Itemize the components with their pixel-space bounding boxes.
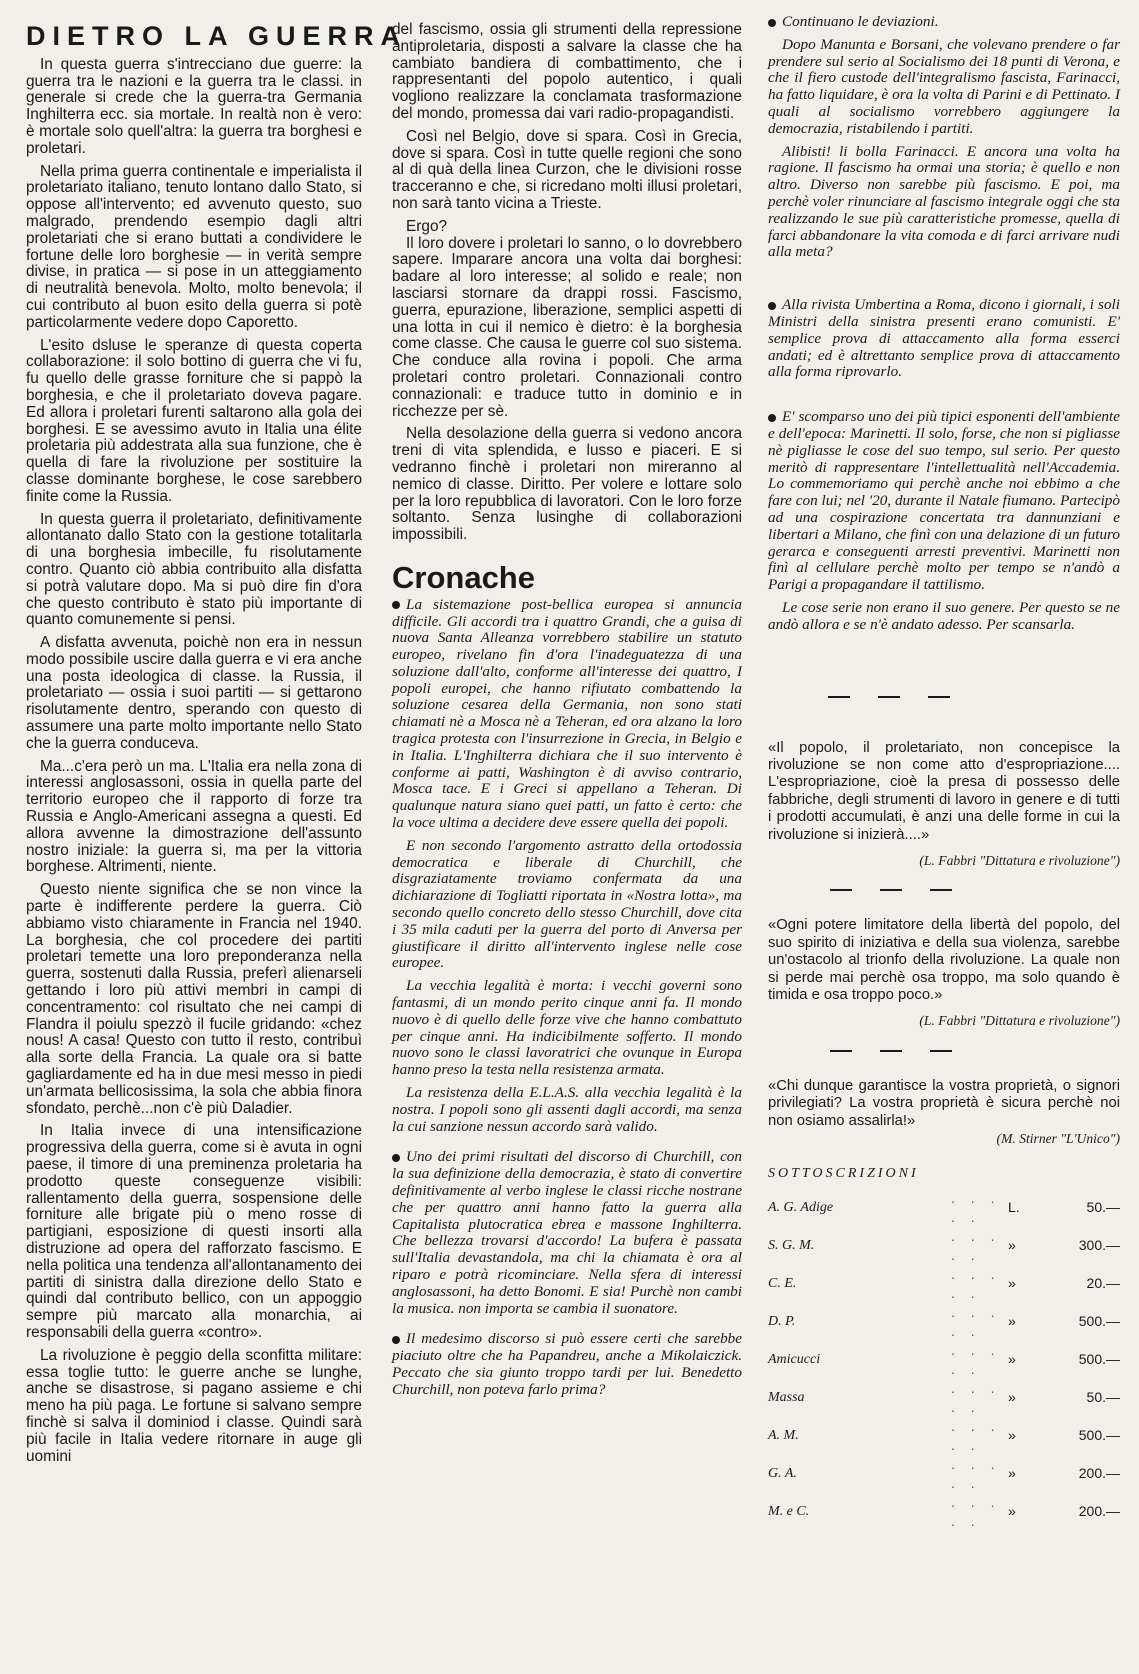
subscription-row	[768, 1341, 1120, 1379]
bullet-icon	[392, 1336, 400, 1344]
subscription-row	[768, 1303, 1120, 1341]
subscription-amount: 300.—	[1078, 1237, 1120, 1254]
paragraph: del fascismo, ossia gli strumenti della repressione antiproletaria, disposti a salvare la classe che ha cambiato bandiera di combattimento, che i rappresentanti del popolo autentico, i quali vogliono realizzare la conclamata trasformazione del mondo, promessa dai vari radio-propagandisti.	[392, 21, 742, 122]
leader-dots: . . . . .	[951, 1303, 1001, 1339]
currency-mark: »	[1008, 1237, 1016, 1254]
subscription-amount: 20.—	[1086, 1275, 1120, 1292]
subscriber-name: A. M.	[768, 1428, 799, 1444]
chronicle-text: La resistenza della E.L.A.S. alla vecchia legalità è la nostra. I popoli sono gli assenti dagli accordi, ma senza la cui sanzione nessun accordo sarà valido.	[392, 1084, 742, 1135]
chronicle-item	[392, 1331, 742, 1398]
paragraph: A disfatta avvenuta, poichè non era in nessun modo possibile uscire dalla guerra e vi era anche una posta ideologica di classe. la Russia, il proletariato — ossia i suoi partiti — si gettarono risolutamente dentro, sperando con questo di assumere una parte molto importante nello Stato che la guerra conduceva.	[26, 634, 362, 752]
bullet-icon	[768, 302, 776, 310]
quote-block	[768, 1078, 1120, 1148]
subscriber-name: D. P.	[768, 1314, 796, 1330]
chronicle-item	[392, 1149, 742, 1317]
subscription-row	[768, 1455, 1120, 1493]
note-text: Alla rivista Umbertina a Roma, dicono i giornali, i soli Ministri della sinistra presenti erano comunisti. E' semplice prova di attaccamento alla forma esserci andati; ed è altrettanto semplice prova di attaccamento alla forma riprovarlo.	[768, 296, 1120, 381]
currency-mark: »	[1008, 1465, 1016, 1482]
currency-mark: »	[1008, 1275, 1016, 1292]
paragraph: In Italia invece di una intensificazione progressiva della guerra, come si è avuta in ogni paese, il timore di una preminenza proletaria ha prodotto queste conseguenze visibili: rallentamento della guerra, sospensione delle forniture alle brigate più o meno rosse di partigiani, esposizione di questi insorti alla distruzione ad opera del rafforzato fascismo. E nella politica una tendenza all'allontanamento dei partiti di sinistra dalla direzione dello Stato e quindi dal contributo bellico, con un appoggio sempre più marcato alla monarchia, ai responsabili della guerra «contro».	[26, 1122, 362, 1341]
chronicle-text: Il medesimo discorso si può essere certi che sarebbe piaciuto oltre che ha Papandreu, anche a Mikolaiczick. Peccato che sia giunto troppo tardi per lui. Benedetto Churchill, non poteva farlo prima?	[392, 1330, 742, 1398]
leader-dots: . . . . .	[951, 1417, 1001, 1453]
subscription-amount: 500.—	[1078, 1427, 1120, 1444]
quote-source: (M. Stirner "L'Unico")	[996, 1131, 1120, 1146]
chronicle-text: E non secondo l'argomento astratto della ortodossia democratica e liberale di Churchill, che disgraziatamente troviamo confermata da una dichiarazione di Togliatti riportata in «Nostra lotta», ma secondo quello concreto dello stesso Churchill, dove cita i 35 mila caduti per la guerra del porto di Anversa per giustificare il diritto all'intervento inglese nelle cose europee.	[392, 836, 742, 972]
subscription-amount: 50.—	[1086, 1389, 1120, 1406]
subscriber-name: C. E.	[768, 1276, 797, 1292]
paragraph: La rivoluzione è peggio della sconfitta militare: essa toglie tutto: le guerre anche se lunghe, anche se disastrose, si pagano assieme e chi meno ha più paga. Le fortune si salvano sempre finchè si salva il dominiod i classe. Quindi sarà più facile in Italia vedere ritornare in auge gli uomini	[26, 1346, 362, 1465]
currency-mark: »	[1008, 1503, 1016, 1520]
note-item	[768, 297, 1120, 381]
leader-dots: . . . . .	[951, 1455, 1001, 1491]
note-text: Dopo Manunta e Borsani, che volevano prendere o far prendere sul serio al Socialismo dei 18 punti di Verona, e che il fiero custode dell'integralismo fascista, Farinacci, ha fatto liquidare, è ora la volta di Parini e di Pettinato. I quali al socialismo vorrebbero aggiungere la democrazia, ristabilendo i partiti.	[768, 35, 1120, 137]
subscriber-name: Amicucci	[768, 1352, 821, 1368]
subscriber-name: M. e C.	[768, 1504, 810, 1520]
paragraph: Ergo?	[406, 217, 448, 235]
subscription-amount: 200.—	[1078, 1503, 1120, 1520]
subscriber-name: A. G. Adige	[768, 1200, 834, 1216]
column-right	[768, 14, 1120, 1531]
leader-dots: . . . . .	[951, 1379, 1001, 1415]
paragraph: In questa guerra il proletariato, definitivamente allontanato dallo Stato con la gestione totalitarla di una borghesia imbecille, fu risolutamente contro. Quanto ciò abbia contribuito alla disfatta si potrà valutare dopo. Ma si può dire fin d'ora che questo contributo è stato più importante di quanto comunemente si pensi.	[26, 510, 362, 629]
paragraph: Nella desolazione della guerra si vedono ancora treni di vita splendida, e lusso e piaceri. E si vedranno finchè i proletari non mireranno al nemico di classe. Diritto. Per volere e lottare solo per la loro repubblica di lavoratori. Con le loro forze soltanto. Senza lusinghe di collaborazioni impossibili.	[392, 425, 742, 544]
subscription-row	[768, 1379, 1120, 1417]
subscription-row	[768, 1227, 1120, 1265]
subscription-row	[768, 1417, 1120, 1455]
chronicle-text: La sistemazione post-bellica europea si annuncia difficile. Gli accordi tra i quattro Grandi, che a guisa di nuova Santa Alleanza vorrebbero stabilire un statuto europeo, rivelano fin d'ora l'inadeguatezza di una soluzione dall'alto, conforme all'interesse dei quattro, I popoli europei, che hanno rifiutato combattendo la soluzione cesarea della Germania, non sono stati chiamati nè a Mosca nè a Teheran, ed ora alzano la loro tragica protesta con l'insurrezione in Grecia, in Belgio e in Italia. L'Inghilterra dichiara che il suo intervento è conforme ai patti, Washington è di avviso contrario, Mosca tace. E i Greci si appellano a Teheran. Di qualunque natura siano quei patti, un fatto è certo: che la voce ultima a decidere deve essere quella dei popoli.	[392, 595, 742, 832]
section-heading-cronache: Cronache	[392, 559, 535, 595]
paragraph: L'esito dsluse le speranze di questa coperta collaborazione: il solo bottino di guerra che vi fu, fu quello delle grasse forniture che si pappò la borghesia, e che il proletariato doveva pagare. Ed allora i proletari furenti saltarono alla gola dei borghesi. E se avessimo avuto in Italia una élite proletaria più addestrata alla sua funzione, che è quella di fare la rivoluzione per sostituire la classe dominante borghese, le cose sarebbero finite come la Russia.	[26, 336, 362, 505]
chronicle-text: Uno dei primi risultati del discorso di Churchill, con la sua definizione della democrazia, è stato di convertire definitivamente al verbo inglese le classi ricche nostrane che per quattro anni hanno fatto la guerra alla Capitalista plutocratica ebrea e massone Inghilterra. Che bellezza trovarsi d'accordo! La bufera è passata sull'Italia devastandola, ma chi la chiamata è ora al riparo e potrà ricominciare. Nella sfera di interessi anglosassoni, ha detto Bonomi. E sia! Purchè non cambi la musica. non importa se cambia il suonatore.	[392, 1148, 742, 1317]
paragraph: Ma...c'era però un ma. L'Italia era nella zona di interessi anglosassoni, ossia in quella parte del territorio europeo che il rapporto di forze tra Russia e Anglo-Americani assegna a questi. Ed allora avvenne la dimostrazione dell'assunto nostro iniziale: la guerra si, ma per la vittoria borghese. Altrimenti, niente.	[26, 757, 362, 876]
subscription-amount: 200.—	[1078, 1465, 1120, 1482]
column-left	[26, 21, 407, 1471]
subscription-row	[768, 1189, 1120, 1227]
quote-text: «Chi dunque garantisce la vostra proprietà, o signori privilegiati? La vostra proprietà è sicura perchè noi non osiamo assalirla!»	[768, 1077, 1120, 1129]
bullet-icon	[392, 601, 400, 609]
subscription-amount: 50.—	[1086, 1199, 1120, 1216]
quote-text: «Ogni potere limitatore della libertà del popolo, del suo spirito di iniziativa e della sua violenza, sarebbe un'ostacolo al trionfo della rivoluzione. La quale non si perde mai perchè osa troppo, ma solo quando è timida e osa troppo poco.»	[768, 917, 1120, 1003]
quote-source: (L. Fabbri "Dittatura e rivoluzione")	[919, 852, 1120, 868]
quote-block	[768, 917, 1120, 1029]
leader-dots: . . . . .	[951, 1341, 1001, 1377]
currency-mark: »	[1008, 1351, 1016, 1368]
subscription-row	[768, 1493, 1120, 1531]
note-text: E' scomparso uno dei più tipici esponenti dell'ambiente e dell'epoca: Marinetti. Il solo, forse, che non si pigliasse nè pigliasse le cose del suo tempo, sul serio. Per questo meritò di rappresentare l'intellettualità nell'Accademia. Lo commemoriamo qui perchè anche noi ebbimo a che fare con lui; nel '20, durante il Natale fiumano. Partecipò ad una cospirazione concertata tra dannunziani e libertari a Milano, che finì con una delazione di un futuro gerarca e conseguenti arresti preventivi. Marinetti non finì al cellulare perchè molto per tempo se n'andò a Parigi a propagandare il tattilismo.	[768, 408, 1120, 594]
subscriptions-heading: SOTTOSCRIZIONI	[768, 1166, 919, 1182]
article-title: DIETRO LA GUERRA	[26, 21, 407, 51]
currency-mark: »	[1008, 1313, 1016, 1330]
column-middle	[392, 22, 742, 1405]
quote-source: (L. Fabbri "Dittatura e rivoluzione")	[919, 1013, 1120, 1029]
currency-mark: L.	[1008, 1199, 1020, 1216]
subscription-row	[768, 1265, 1120, 1303]
note-item	[768, 409, 1120, 633]
subscriber-name: S. G. M.	[768, 1238, 815, 1254]
note-text: Le cose serie non erano il suo genere. Per questo se ne andò allora e se n'è andato adesso. Per scansarla.	[768, 598, 1120, 633]
bullet-icon	[768, 414, 776, 422]
note-text: Continuano le deviazioni.	[782, 13, 939, 30]
bullet-icon	[392, 1154, 400, 1162]
paragraph: Il loro dovere i proletari lo sanno, o lo dovrebbero sapere. Imparare ancora una volta dai borghesi: badare al loro interesse; al solido e reale; non lasciarsi stornare da drappi rossi. Fascismo, guerra, epurazione, liberazione, semplici aspetti di una lotta in cui il nemico è dietro: è la borghesia come classe. Che causa le guerre col suo sistema. Che conduce alla rovina i popoli. Che arma proletari contro proletari. Connazionali contro connazionali: e traduce tutto in dominio e in ricchezze per sè.	[392, 234, 742, 420]
separator	[768, 879, 1120, 905]
leader-dots: . . . . .	[951, 1189, 1001, 1225]
note-text: Alibisti! li bolla Farinacci. E ancora una volta ha ragione. Il fascismo ha ormai una storia; è quello e non altro. Diverso non sarebbe più fascismo. E poi, ma perchè voler rinunciare al fascismo integrale oggi che sta realizzando le sue più caratteristiche promesse, quella di farci abbandonare la vita comoda e di farci arrivare nudi alla meta?	[768, 142, 1120, 261]
separator	[768, 1040, 1120, 1066]
paragraph: Questo niente significa che se non vince la parte è indifferente perdere la guerra. Ciò abbiamo visto chiaramente in Francia nel 1940. La borghesia, che col procedere dei partiti proletari temette una loro preponderanza nella guerra, sostenuti dalla Russia, preferì alienarseli gettando i loro più attivi membri in campi di concentramento: col risultato che nei campi di Flandra il poiulu spezzò il fucile gridando: «chez nous! A casa! Questo con tutto il resto, contribuì alla sorte della Francia. La quale ora si batte gagliardamente ed ha in due mesi messo in piedi un'armata bellicosissima, la sola che abbia finora sfondato, perchè...non c'è più Daladier.	[26, 881, 362, 1117]
subscriptions-table	[768, 1189, 1120, 1531]
subscriber-name: Massa	[768, 1390, 805, 1406]
subscription-amount: 500.—	[1078, 1313, 1120, 1330]
currency-mark: »	[1008, 1389, 1016, 1406]
quote-text: «Il popolo, il proletariato, non concepisce la rivoluzione se non come atto d'espropriazione.... L'espropriazione, cioè la presa di possesso delle fabbriche, degli strumenti di lavoro in genere e di tutti i prodotti accumulati, è anzi una delle forme in cui la rivoluzione si inizierà....»	[768, 739, 1120, 843]
paragraph: Così nel Belgio, dove si spara. Così in Grecia, dove si spara. Così in tutte quelle regioni che sono al di quà della linea Curzon, che le divisioni rosse tracceranno e che, si ricredano molti illusi proletari, non sarà tanto vicina a Trieste.	[392, 127, 742, 212]
leader-dots: . . . . .	[951, 1227, 1001, 1263]
note-item	[768, 14, 1120, 261]
quote-block	[768, 740, 1120, 870]
paragraph: Nella prima guerra continentale e imperialista il proletariato italiano, tenuto lontano dallo Stato, si oppose all'intervento; ed avvenuto questo, suo malgrado, prendendo esempio dagli altri proletariati che si erano buttati a condividere le fortune delle loro borghesie — in verità sempre divise, in pratica — si pose in un atteggiamento di neutralità benevola. Molto, molto benevola; il cui contributo al buon esito della guerra si potè particolarmente vedere dopo Caporetto.	[26, 162, 362, 331]
chronicle-item	[392, 597, 742, 1136]
paragraph: In questa guerra s'intrecciano due guerre: la guerra tra le nazioni e la guerra tra le classi. in generale si crede che la guerra-tra Germania Inghilterra ecc. sia mortale. In realtà non è vero: è mortale solo quell'altra: la guerra tra borghesi e proletari.	[26, 55, 362, 157]
leader-dots: . . . . .	[951, 1265, 1001, 1301]
subscription-amount: 500.—	[1078, 1351, 1120, 1368]
separator	[768, 686, 1120, 712]
bullet-icon	[768, 19, 776, 27]
currency-mark: »	[1008, 1427, 1016, 1444]
subscriber-name: G. A.	[768, 1466, 797, 1482]
chronicle-text: La vecchia legalità è morta: i vecchi governi sono fantasmi, di un mondo perito cinque anni fa. Il mondo nuovo è di quello delle forze vive che hanno combattuto per cinque anni. Ha indicibilmente sofferto. Il mondo nuovo sono le classi lavoratrici che ovunque in Europa hanno preso la testa nella resistenza armata.	[392, 977, 742, 1079]
leader-dots: . . . . .	[951, 1493, 1001, 1529]
